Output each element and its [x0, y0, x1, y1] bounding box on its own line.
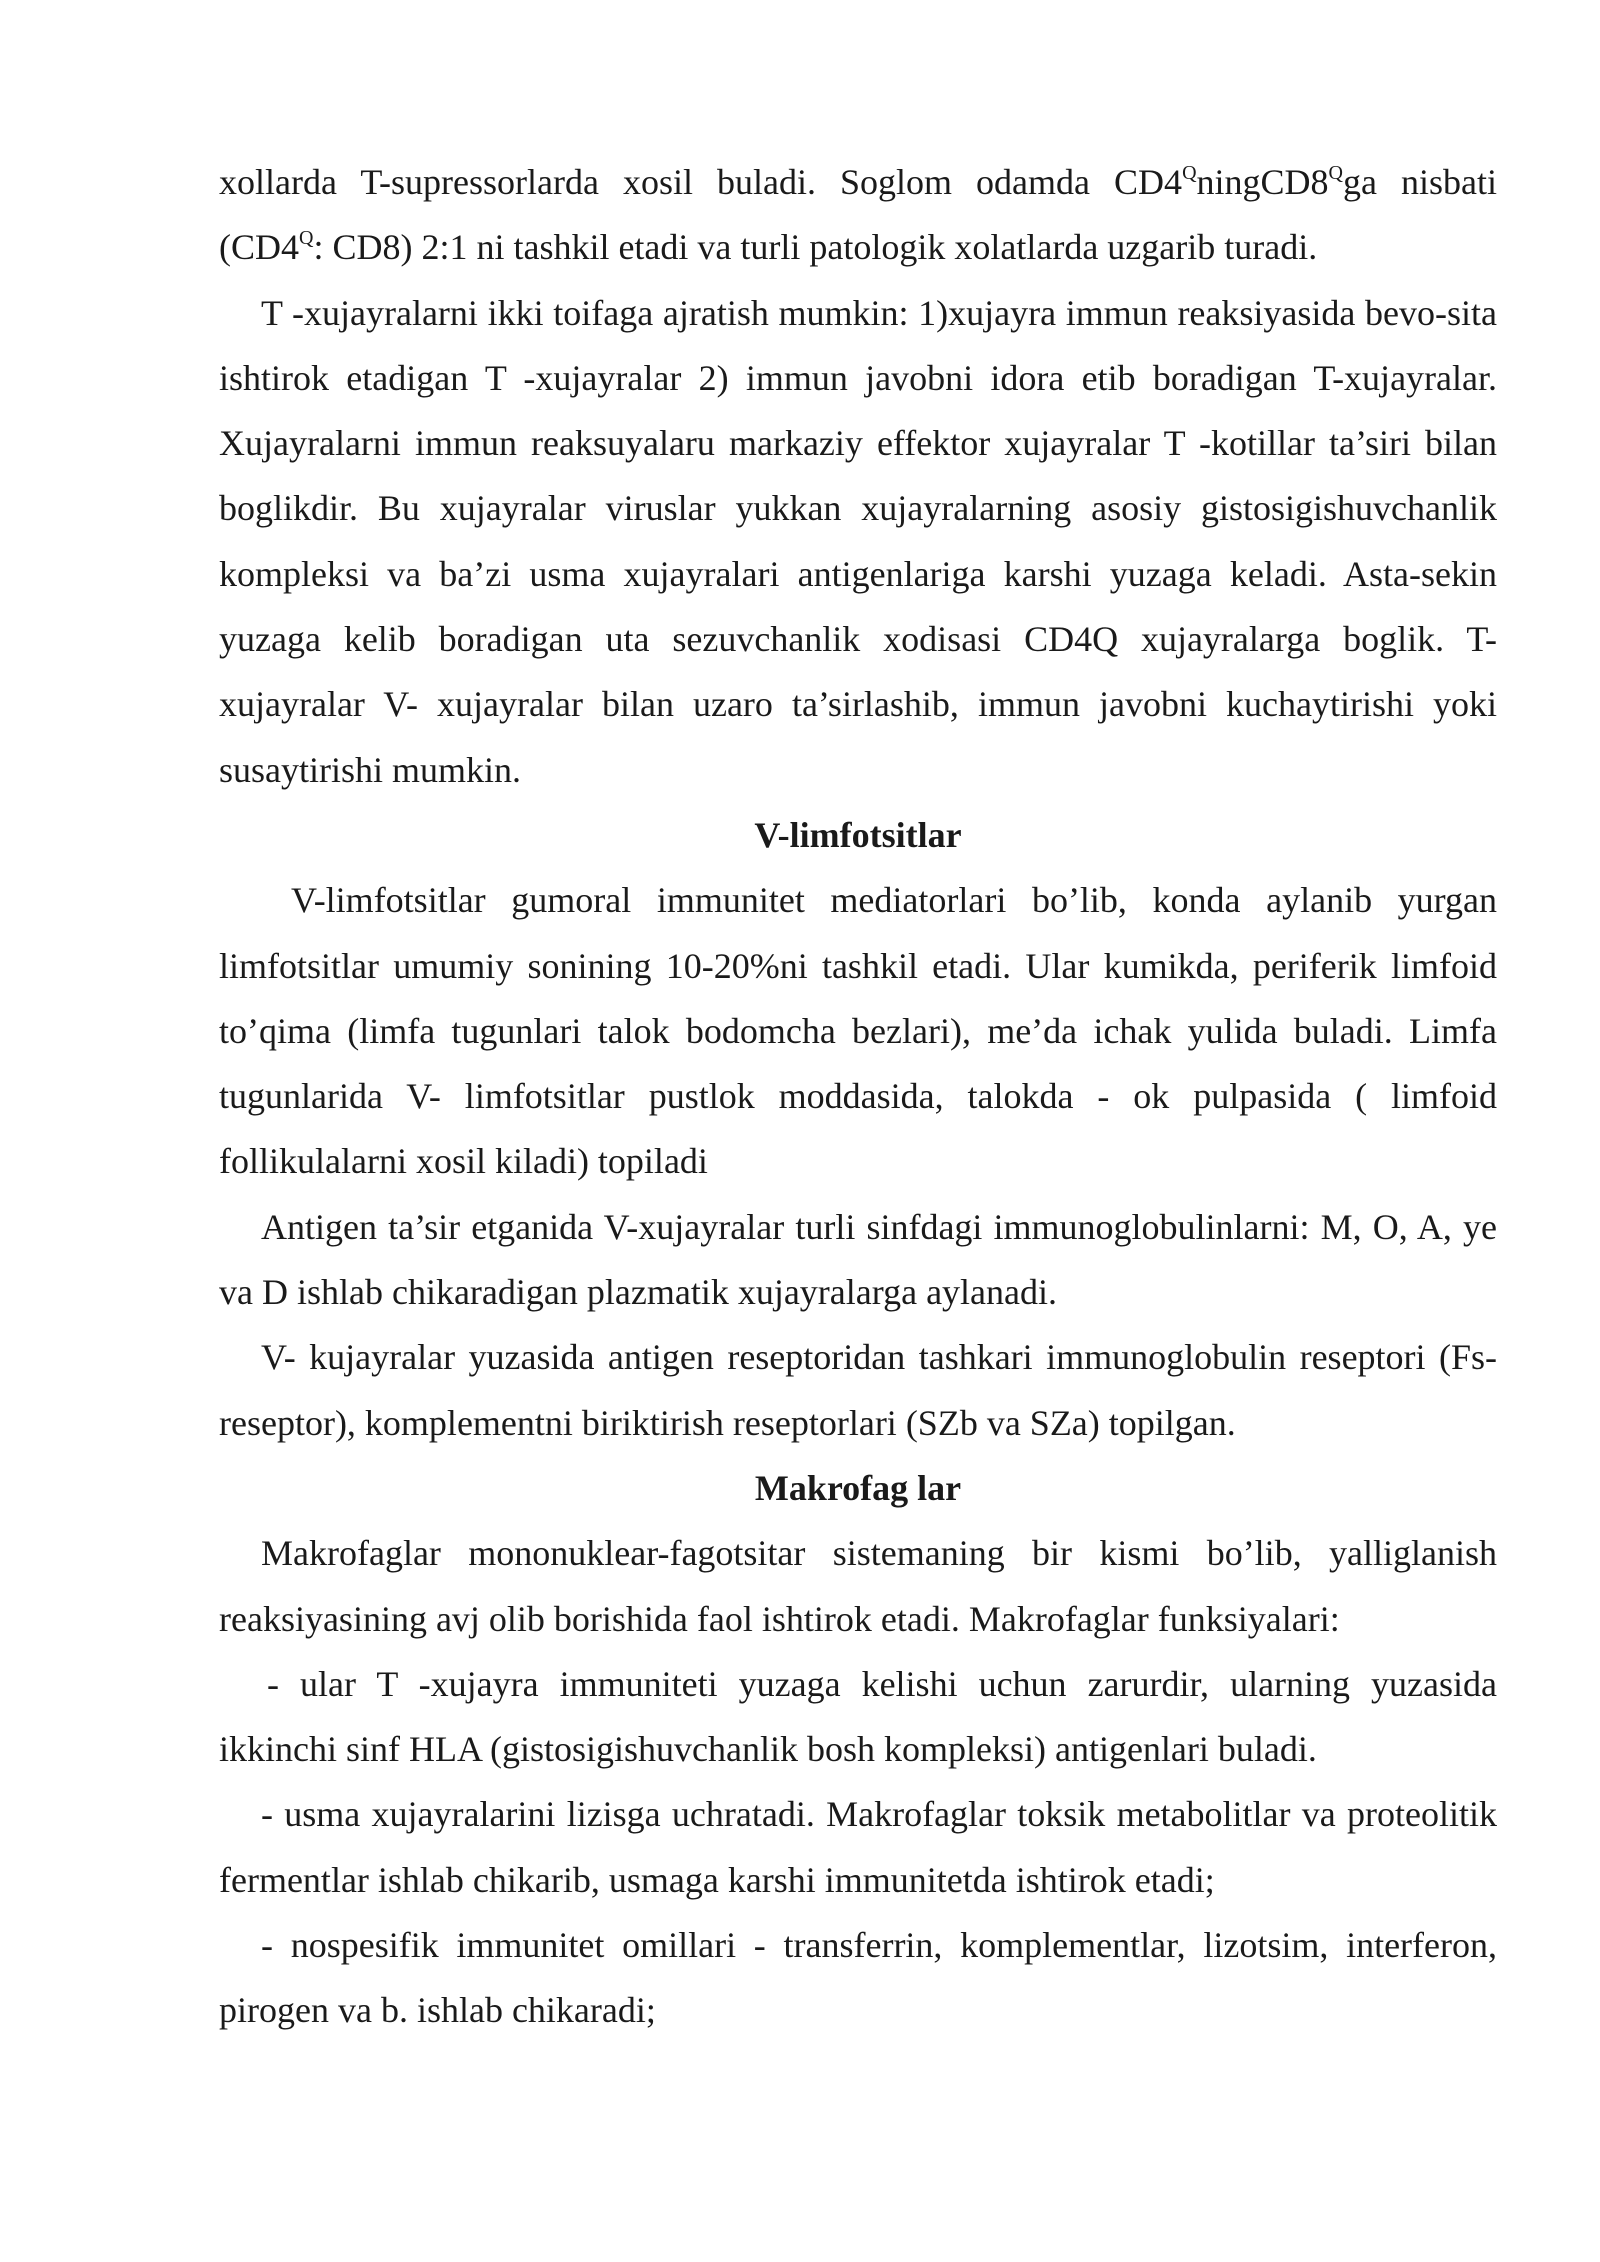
- paragraph-text: ga nisbati (CD4: [219, 162, 1497, 268]
- paragraph-text: ningCD8: [1196, 162, 1329, 202]
- paragraph-macrophages: Makrofaglar mononuklear-fagotsitar sistemaning bir kismi bo’lib, yalliglanish reaksiyasining avj olib borishida faol ishtirok etadi. Makrofaglar funksiyalari:: [219, 1533, 1497, 1639]
- paragraph-t-cells: T -xujayralarni ikki toifaga ajratish mumkin: 1)xujayra immun reaksiyasida bevo-sita ishtirok etadigan T -xujayralar 2) immun javobni idora etib boradigan T-xujayralar. Xujayralarni immun reaksuyalaru markaziy effektor xujayralar T -kotillar ta’siri bilan boglikdir. Bu xujayralar viruslar yukkan xujayralarning asosiy gistosigishuvchanlik kompleksi va ba’zi usma xujayralari antigenlariga karshi yuzaga keladi. Asta-sekin yuzaga kelib boradigan uta sezuvchanlik xodisasi CD4Q xujayralarga boglik. T- xujayralar V- xujayralar bilan uzaro ta’sirlashib, immun javobni kuchaytirishi yoki susaytirishi mumkin.: [219, 292, 1497, 790]
- superscript: Q: [299, 227, 314, 250]
- list-item-function-2: - usma xujayralarini lizisga uchratadi. Makrofaglar toksik metabolitlar va proteolitik fermentlar ishlab chikarib, usmaga karshi immunitetda ishtirok etadi;: [219, 1794, 1497, 1900]
- paragraph-receptors: V- kujayralar yuzasida antigen reseptoridan tashkari immunoglobulin reseptori (Fs-reseptor), komplementni biriktirish reseptorlari (SZb va SZa) topilgan.: [219, 1337, 1497, 1443]
- section-heading-macrophages: Makrofag lar: [754, 1467, 962, 1508]
- list-item-function-1: - ular T -xujayra immuniteti yuzaga kelishi uchun zarurdir, ularning yuzasida ikkinchi sinf HLA (gistosigishuvchanlik bosh kompleksi) antigenlari buladi.: [219, 1663, 1497, 1770]
- superscript: Q: [1182, 162, 1197, 184]
- paragraph-text: : CD8) 2:1 ni tashkil etadi va turli patologik xolatlarda uzgarib turadi.: [313, 227, 1318, 268]
- list-item-function-3: - nospesifik immunitet omillari - transferrin, komplementlar, lizotsim, interferon, pirogen va b. ishlab chikaradi;: [219, 1925, 1497, 2031]
- paragraph-cd4-ratio: [219, 150, 1497, 281]
- paragraph-antigen: Antigen ta’sir etganida V-xujayralar turli sinfdagi immunoglobulinlarni: M, O, A, ye va D ishlab chikaradigan plazmatik xujayralarga aylanadi.: [219, 1206, 1497, 1313]
- document-body: [219, 150, 1497, 2044]
- superscript: Q: [1328, 162, 1343, 184]
- section-heading-v-lymphocytes: V-limfotsitlar: [754, 814, 962, 855]
- paragraph-v-lymphocytes: V-limfotsitlar gumoral immunitet mediatorlari bo’lib, konda aylanib yurgan limfotsitlar umumiy sonining 10-20%ni tashkil etadi. Ular kumikda, periferik limfoid to’qima (limfa tugunlari talok bodomcha bezlari), me’da ichak yulida buladi. Limfa tugunlarida V- limfotsitlar pustlok moddasida, talokda - ok pulpasida ( limfoid follikulalarni xosil kiladi) topiladi: [219, 880, 1497, 1182]
- paragraph-text: xollarda T-supressorlarda xosil buladi. Soglom odamda CD4: [219, 162, 1183, 202]
